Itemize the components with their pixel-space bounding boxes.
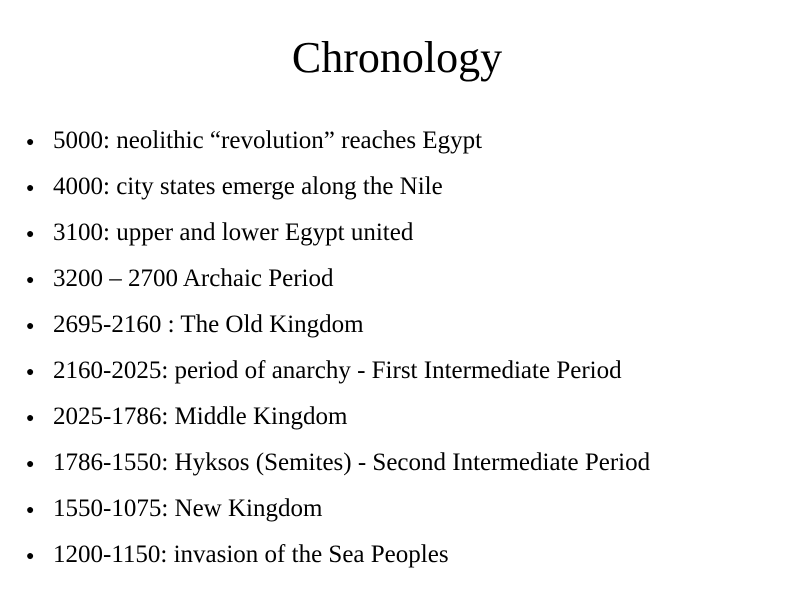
list-item bbox=[0, 256, 794, 302]
list-item bbox=[0, 348, 794, 394]
bullet-text: 2695-2160 : The Old Kingdom bbox=[53, 311, 364, 338]
bullet-icon: ● bbox=[26, 411, 35, 426]
bullet-icon: ● bbox=[26, 549, 35, 564]
bullet-text: 1200-1150: invasion of the Sea Peoples bbox=[53, 541, 449, 568]
bullet-list bbox=[0, 118, 794, 578]
list-item bbox=[0, 486, 794, 532]
bullet-icon: ● bbox=[26, 365, 35, 380]
bullet-text: 1786-1550: Hyksos (Semites) - Second Intermediate Period bbox=[53, 449, 651, 476]
bullet-text: 2160-2025: period of anarchy - First Intermediate Period bbox=[53, 357, 622, 384]
bullet-icon: ● bbox=[26, 227, 35, 242]
bullet-text: 3200 – 2700 Archaic Period bbox=[53, 265, 334, 292]
bullet-text: 2025-1786: Middle Kingdom bbox=[53, 403, 348, 430]
list-item bbox=[0, 118, 794, 164]
bullet-text: 3100: upper and lower Egypt united bbox=[53, 219, 414, 246]
bullet-icon: ● bbox=[26, 273, 35, 288]
list-item bbox=[0, 532, 794, 578]
bullet-icon: ● bbox=[26, 503, 35, 518]
bullet-text: 1550-1075: New Kingdom bbox=[53, 495, 323, 522]
bullet-icon: ● bbox=[26, 181, 35, 196]
slide-title: Chronology bbox=[291, 33, 503, 82]
bullet-icon: ● bbox=[26, 135, 35, 150]
list-item bbox=[0, 440, 794, 486]
bullet-text: 4000: city states emerge along the Nile bbox=[53, 173, 443, 200]
bullet-icon: ● bbox=[26, 457, 35, 472]
bullet-text: 5000: neolithic “revolution” reaches Egypt bbox=[53, 127, 483, 154]
list-item bbox=[0, 394, 794, 440]
list-item bbox=[0, 302, 794, 348]
list-item bbox=[0, 164, 794, 210]
list-item bbox=[0, 210, 794, 256]
bullet-icon: ● bbox=[26, 319, 35, 334]
